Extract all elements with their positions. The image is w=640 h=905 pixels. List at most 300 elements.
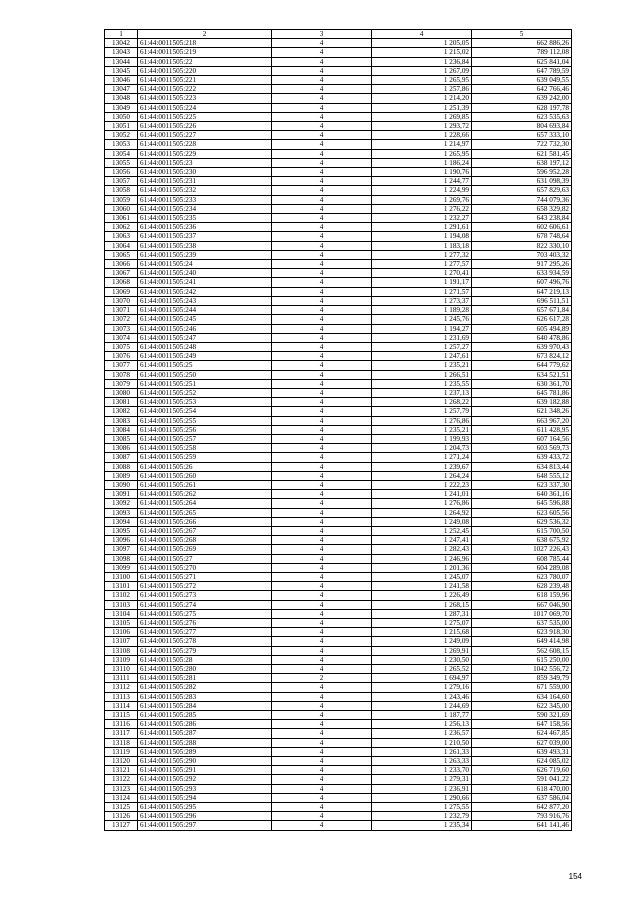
area-cell: 1 252,45 [372,526,472,535]
cadastral-number-cell: 61:44:0011505:253 [138,398,272,407]
area-cell: 1 271,24 [372,453,472,462]
table-row [105,416,572,425]
value-cell: 607 164,56 [472,434,572,443]
value-cell: 628 239,48 [472,582,572,591]
table-row [105,563,572,572]
category-cell: 4 [272,177,372,186]
value-cell: 627 039,00 [472,738,572,747]
cadastral-number-cell: 61:44:0011505:227 [138,131,272,140]
category-cell: 4 [272,76,372,85]
table-row [105,425,572,434]
table-row [105,536,572,545]
category-cell: 4 [272,628,372,637]
value-cell: 590 321,69 [472,711,572,720]
area-cell: 1 256,13 [372,720,472,729]
value-cell: 634 813,44 [472,462,572,471]
row-index-cell: 13085 [105,434,138,443]
area-cell: 1 241,58 [372,582,472,591]
cadastral-number-cell: 61:44:0011505:23 [138,158,272,167]
cadastral-number-cell: 61:44:0011505:237 [138,232,272,241]
row-index-cell: 13073 [105,324,138,333]
table-row [105,619,572,628]
area-cell: 1 194,27 [372,324,472,333]
category-cell: 4 [272,324,372,333]
value-cell: 793 916,76 [472,812,572,821]
area-cell: 1 245,76 [372,315,472,324]
area-cell: 1 194,08 [372,232,472,241]
value-cell: 671 559,00 [472,683,572,692]
value-cell: 703 403,32 [472,250,572,259]
category-cell: 4 [272,48,372,57]
table-row [105,66,572,75]
value-cell: 640 361,16 [472,490,572,499]
value-cell: 637 586,04 [472,793,572,802]
cadastral-number-cell: 61:44:0011505:225 [138,112,272,121]
table-row [105,628,572,637]
category-cell: 4 [272,241,372,250]
area-cell: 1 276,86 [372,416,472,425]
row-index-cell: 13118 [105,738,138,747]
value-cell: 611 428,95 [472,425,572,434]
row-index-cell: 13114 [105,701,138,710]
value-cell: 744 079,36 [472,195,572,204]
table-row [105,361,572,370]
table-row [105,260,572,269]
value-cell: 644 779,62 [472,361,572,370]
category-cell: 4 [272,609,372,618]
table-row [105,140,572,149]
category-cell: 4 [272,646,372,655]
table-row [105,342,572,351]
value-cell: 822 330,10 [472,241,572,250]
cadastral-number-cell: 61:44:0011505:221 [138,76,272,85]
area-cell: 1 268,22 [372,398,472,407]
area-cell: 1 236,84 [372,57,472,66]
category-cell: 4 [272,729,372,738]
area-cell: 1 265,95 [372,149,472,158]
column-header: 2 [138,30,272,39]
area-cell: 1 245,07 [372,572,472,581]
area-cell: 1 189,28 [372,306,472,315]
cadastral-number-cell: 61:44:0011505:224 [138,103,272,112]
cadastral-number-cell: 61:44:0011505:229 [138,149,272,158]
row-index-cell: 13124 [105,793,138,802]
category-cell: 4 [272,66,372,75]
value-cell: 624 467,85 [472,729,572,738]
table-row [105,223,572,232]
value-cell: 623 337,30 [472,480,572,489]
value-cell: 602 606,61 [472,223,572,232]
category-cell: 4 [272,122,372,131]
row-index-cell: 13080 [105,388,138,397]
row-index-cell: 13111 [105,674,138,683]
area-cell: 1 257,86 [372,85,472,94]
area-cell: 1 277,32 [372,250,472,259]
cadastral-number-cell: 61:44:0011505:250 [138,370,272,379]
area-cell: 1 273,37 [372,296,472,305]
table-row [105,471,572,480]
row-index-cell: 13113 [105,692,138,701]
area-cell: 1 235,21 [372,425,472,434]
cadastral-number-cell: 61:44:0011505:240 [138,269,272,278]
row-index-cell: 13096 [105,536,138,545]
cadastral-number-cell: 61:44:0011505:241 [138,278,272,287]
table-row [105,757,572,766]
row-index-cell: 13125 [105,803,138,812]
category-cell: 4 [272,131,372,140]
row-index-cell: 13053 [105,140,138,149]
area-cell: 1 271,57 [372,287,472,296]
value-cell: 615 700,50 [472,526,572,535]
category-cell: 4 [272,701,372,710]
category-cell: 4 [272,692,372,701]
value-cell: 596 952,28 [472,168,572,177]
area-cell: 1 276,86 [372,499,472,508]
area-cell: 1 264,92 [372,508,472,517]
area-cell: 1 290,66 [372,793,472,802]
value-cell: 642 877,20 [472,803,572,812]
cadastral-number-cell: 61:44:0011505:230 [138,168,272,177]
cadastral-number-cell: 61:44:0011505:282 [138,683,272,692]
row-index-cell: 13092 [105,499,138,508]
category-cell: 4 [272,711,372,720]
cadastral-number-cell: 61:44:0011505:251 [138,379,272,388]
row-index-cell: 13067 [105,269,138,278]
row-index-cell: 13057 [105,177,138,186]
value-cell: 603 569,73 [472,444,572,453]
row-index-cell: 13072 [105,315,138,324]
cadastral-number-cell: 61:44:0011505:245 [138,315,272,324]
row-index-cell: 13050 [105,112,138,121]
cadastral-number-cell: 61:44:0011505:272 [138,582,272,591]
area-cell: 1 236,57 [372,729,472,738]
table-row [105,214,572,223]
table-row [105,379,572,388]
table-row [105,398,572,407]
cadastral-number-cell: 61:44:0011505:219 [138,48,272,57]
table-row [105,674,572,683]
cadastral-number-cell: 61:44:0011505:242 [138,287,272,296]
column-header: 3 [272,30,372,39]
table-row [105,158,572,167]
area-cell: 1 191,17 [372,278,472,287]
value-cell: 621 348,26 [472,407,572,416]
category-cell: 4 [272,416,372,425]
table-row [105,122,572,131]
category-cell: 4 [272,600,372,609]
cadastral-number-cell: 61:44:0011505:26 [138,462,272,471]
area-cell: 1 214,97 [372,140,472,149]
value-cell: 639 493,31 [472,747,572,756]
table-row [105,490,572,499]
category-cell: 4 [272,526,372,535]
row-index-cell: 13058 [105,186,138,195]
table-row [105,57,572,66]
table-row [105,85,572,94]
category-cell: 4 [272,793,372,802]
cadastral-number-cell: 61:44:0011505:292 [138,775,272,784]
row-index-cell: 13110 [105,665,138,674]
value-cell: 643 238,84 [472,214,572,223]
area-cell: 1 275,07 [372,619,472,628]
cadastral-number-cell: 61:44:0011505:235 [138,214,272,223]
row-index-cell: 13107 [105,637,138,646]
row-index-cell: 13059 [105,195,138,204]
value-cell: 647 789,59 [472,66,572,75]
area-cell: 1 249,08 [372,517,472,526]
value-cell: 859 349,79 [472,674,572,683]
cadastral-number-cell: 61:44:0011505:295 [138,803,272,812]
table-row [105,407,572,416]
row-index-cell: 13099 [105,563,138,572]
area-cell: 1 276,22 [372,204,472,213]
cadastral-number-cell: 61:44:0011505:218 [138,39,272,48]
cadastral-number-cell: 61:44:0011505:226 [138,122,272,131]
table-row [105,149,572,158]
category-cell: 4 [272,250,372,259]
value-cell: 618 470,00 [472,784,572,793]
table-row [105,784,572,793]
value-cell: 673 824,12 [472,352,572,361]
row-index-cell: 13108 [105,646,138,655]
value-cell: 621 581,45 [472,149,572,158]
value-cell: 623 918,30 [472,628,572,637]
cadastral-number-cell: 61:44:0011505:296 [138,812,272,821]
table-row [105,48,572,57]
value-cell: 639 970,43 [472,342,572,351]
value-cell: 615 250,00 [472,655,572,664]
area-cell: 1 265,52 [372,665,472,674]
table-row [105,462,572,471]
value-cell: 604 289,08 [472,563,572,572]
table-row [105,554,572,563]
area-cell: 1 264,24 [372,471,472,480]
row-index-cell: 13126 [105,812,138,821]
area-cell: 1 282,43 [372,545,472,554]
row-index-cell: 13078 [105,370,138,379]
cadastral-number-cell: 61:44:0011505:228 [138,140,272,149]
row-index-cell: 13042 [105,39,138,48]
area-cell: 1 232,27 [372,214,472,223]
value-cell: 626 617,28 [472,315,572,324]
category-cell: 4 [272,563,372,572]
row-index-cell: 13122 [105,775,138,784]
cadastral-number-cell: 61:44:0011505:297 [138,821,272,830]
category-cell: 4 [272,720,372,729]
area-cell: 1 266,51 [372,370,472,379]
area-cell: 1 233,70 [372,766,472,775]
category-cell: 4 [272,471,372,480]
table-row [105,177,572,186]
category-cell: 4 [272,333,372,342]
cadastral-number-cell: 61:44:0011505:28 [138,655,272,664]
cadastral-number-cell: 61:44:0011505:232 [138,186,272,195]
cadastral-number-cell: 61:44:0011505:285 [138,711,272,720]
table-row [105,195,572,204]
cadastral-number-cell: 61:44:0011505:254 [138,407,272,416]
table-row [105,775,572,784]
category-cell: 4 [272,637,372,646]
category-cell: 4 [272,140,372,149]
category-cell: 4 [272,149,372,158]
value-cell: 639 433,72 [472,453,572,462]
cadastral-number-cell: 61:44:0011505:277 [138,628,272,637]
area-cell: 1 205,05 [372,39,472,48]
table-row [105,738,572,747]
category-cell: 4 [272,582,372,591]
row-index-cell: 13117 [105,729,138,738]
value-cell: 628 197,78 [472,103,572,112]
category-cell: 4 [272,94,372,103]
area-cell: 1 244,69 [372,701,472,710]
area-cell: 1 190,76 [372,168,472,177]
cadastral-number-cell: 61:44:0011505:239 [138,250,272,259]
cadastral-number-cell: 61:44:0011505:273 [138,591,272,600]
category-cell: 4 [272,738,372,747]
row-index-cell: 13044 [105,57,138,66]
category-cell: 4 [272,214,372,223]
category-cell: 4 [272,665,372,674]
table-row [105,692,572,701]
category-cell: 4 [272,112,372,121]
column-header: 5 [472,30,572,39]
cadastral-number-cell: 61:44:0011505:234 [138,204,272,213]
cadastral-number-cell: 61:44:0011505:294 [138,793,272,802]
row-index-cell: 13094 [105,517,138,526]
table-row [105,444,572,453]
value-cell: 696 511,51 [472,296,572,305]
category-cell: 4 [272,85,372,94]
cadastral-number-cell: 61:44:0011505:266 [138,517,272,526]
row-index-cell: 13045 [105,66,138,75]
category-cell: 4 [272,269,372,278]
category-cell: 4 [272,168,372,177]
value-cell: 917 295,26 [472,260,572,269]
row-index-cell: 13103 [105,600,138,609]
row-index-cell: 13074 [105,333,138,342]
value-cell: 634 521,51 [472,370,572,379]
area-cell: 1 268,15 [372,600,472,609]
area-cell: 1 265,95 [372,76,472,85]
value-cell: 667 046,90 [472,600,572,609]
row-index-cell: 13063 [105,232,138,241]
cadastral-number-cell: 61:44:0011505:260 [138,471,272,480]
cadastral-number-cell: 61:44:0011505:247 [138,333,272,342]
cadastral-number-cell: 61:44:0011505:265 [138,508,272,517]
category-cell: 4 [272,186,372,195]
cadastral-number-cell: 61:44:0011505:244 [138,306,272,315]
cadastral-number-cell: 61:44:0011505:290 [138,757,272,766]
value-cell: 623 605,56 [472,508,572,517]
area-cell: 1 232,79 [372,812,472,821]
category-cell: 4 [272,591,372,600]
area-cell: 1 694,97 [372,674,472,683]
row-index-cell: 13100 [105,572,138,581]
cadastral-number-cell: 61:44:0011505:249 [138,352,272,361]
category-cell: 4 [272,821,372,830]
table-row [105,388,572,397]
row-index-cell: 13075 [105,342,138,351]
value-cell: 625 841,04 [472,57,572,66]
cadastral-number-cell: 61:44:0011505:291 [138,766,272,775]
value-cell: 640 478,86 [472,333,572,342]
row-index-cell: 13127 [105,821,138,830]
page-number: 154 [568,872,582,881]
area-cell: 1 214,20 [372,94,472,103]
cadastral-number-cell: 61:44:0011505:283 [138,692,272,701]
table-row [105,701,572,710]
area-cell: 1 231,69 [372,333,472,342]
cadastral-number-cell: 61:44:0011505:220 [138,66,272,75]
cadastral-number-cell: 61:44:0011505:236 [138,223,272,232]
row-index-cell: 13043 [105,48,138,57]
table-row [105,655,572,664]
row-index-cell: 13061 [105,214,138,223]
cadastral-number-cell: 61:44:0011505:231 [138,177,272,186]
cadastral-number-cell: 61:44:0011505:256 [138,425,272,434]
cadastral-number-cell: 61:44:0011505:252 [138,388,272,397]
value-cell: 658 329,82 [472,204,572,213]
value-cell: 637 535,00 [472,619,572,628]
cadastral-number-cell: 61:44:0011505:222 [138,85,272,94]
table-row [105,76,572,85]
table-row [105,582,572,591]
category-cell: 4 [272,260,372,269]
table-row [105,720,572,729]
row-index-cell: 13102 [105,591,138,600]
category-cell: 4 [272,204,372,213]
table-row [105,315,572,324]
cadastral-number-cell: 61:44:0011505:280 [138,665,272,674]
area-cell: 1 269,76 [372,195,472,204]
cadastral-number-cell: 61:44:0011505:269 [138,545,272,554]
area-cell: 1 186,24 [372,158,472,167]
cadastral-number-cell: 61:44:0011505:267 [138,526,272,535]
table-row [105,812,572,821]
row-index-cell: 13068 [105,278,138,287]
area-cell: 1 244,77 [372,177,472,186]
value-cell: 647 219,13 [472,287,572,296]
category-cell: 4 [272,296,372,305]
category-cell: 4 [272,103,372,112]
category-cell: 4 [272,361,372,370]
category-cell: 4 [272,342,372,351]
category-cell: 4 [272,425,372,434]
row-index-cell: 13076 [105,352,138,361]
category-cell: 4 [272,388,372,397]
category-cell: 4 [272,757,372,766]
registry-table [104,29,572,831]
cadastral-number-cell: 61:44:0011505:24 [138,260,272,269]
table-row [105,803,572,812]
value-cell: 657 333,10 [472,131,572,140]
value-cell: 629 536,32 [472,517,572,526]
area-cell: 1 269,91 [372,646,472,655]
row-index-cell: 13093 [105,508,138,517]
row-index-cell: 13066 [105,260,138,269]
area-cell: 1 291,61 [372,223,472,232]
category-cell: 4 [272,444,372,453]
area-cell: 1 215,68 [372,628,472,637]
row-index-cell: 13049 [105,103,138,112]
value-cell: 662 886,26 [472,39,572,48]
row-index-cell: 13112 [105,683,138,692]
area-cell: 1 224,99 [372,186,472,195]
area-cell: 1 247,41 [372,536,472,545]
category-cell: 4 [272,462,372,471]
table-row [105,499,572,508]
category-cell: 4 [272,453,372,462]
